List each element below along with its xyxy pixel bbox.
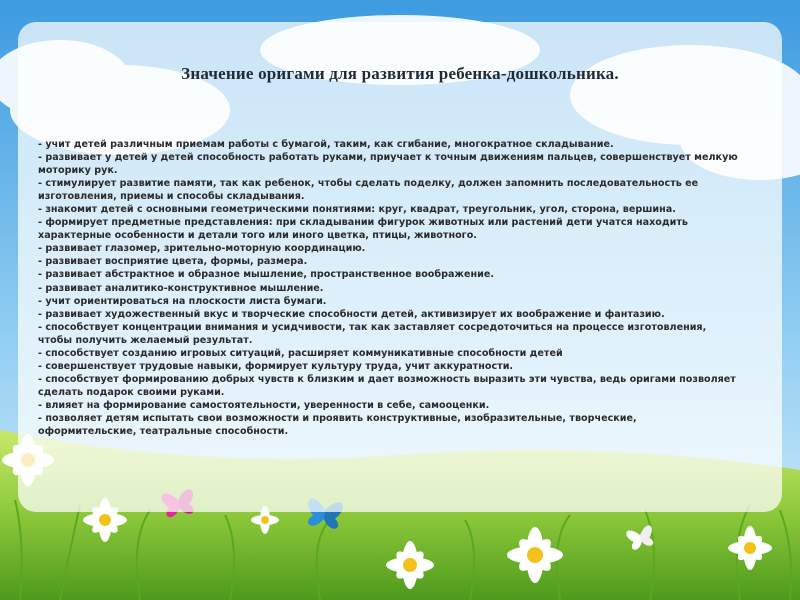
list-item: - учит ориентироваться на плоскости листа бумаги. xyxy=(38,295,327,307)
list-item: - способствует концентрации внимания и усидчивости, так как заставляет сосредоточиться на процессе изготовления, чтобы получить желаемый результат. xyxy=(38,321,707,346)
list-item: - учит детей различным приемам работы с бумагой, таким, как сгибание, многократное складывание. xyxy=(38,139,614,150)
list-item: - развивает восприятие цвета, формы, размера. xyxy=(38,256,308,268)
list-item: - развивает художественный вкус и творческие способности детей, активизирует их воображение и фантазию. xyxy=(38,308,665,320)
list-item: - стимулирует развитие памяти, так как ребенок, чтобы сделать поделку, должен запомнить последовательность ее изготовления, приемы и способы складывания. xyxy=(38,178,699,203)
list-item: - развивает аналитико-конструктивное мышление. xyxy=(38,282,324,294)
list-item: - знакомит детей с основными геометрическими понятиями: круг, квадрат, треугольник, угол, сторона, вершина. xyxy=(38,204,676,216)
list-item: - способствует формированию добрых чувств к близким и дает возможность выразить эти чувства, ведь оригами позволяет сделать подарок своими руками. xyxy=(38,373,736,398)
list-item: - влияет на формирование самостоятельности, уверенности в себе, самооценки. xyxy=(38,399,490,411)
list-item: - позволяет детям испытать свои возможности и проявить конструктивные, изобразительные, творческие, оформительские, театральные способности. xyxy=(38,412,637,438)
list-item: - способствует созданию игровых ситуаций, расширяет коммуникативные способности детей xyxy=(38,347,563,359)
list-item: - совершенствует трудовые навыки, формирует культуру труда, учит аккуратности. xyxy=(38,360,514,372)
list-item: - развивает у детей у детей способность работать руками, приучает к точным движениям пальцев, совершенствует мелкую моторику рук. xyxy=(38,152,738,177)
list-item: - формирует предметные представления: при складывании фигурок животных или растений дети учатся находить характерные особенности и детали того или иного цветка, птицы, животного. xyxy=(38,217,688,242)
list-item: - развивает абстрактное и образное мышление, пространственное воображение. xyxy=(38,269,494,281)
list-item: - развивает глазомер, зрительно-моторную координацию. xyxy=(38,243,366,255)
benefits-list xyxy=(38,138,738,438)
slide-title: Значение оригами для развития ребенка-дошкольника. xyxy=(181,64,619,83)
